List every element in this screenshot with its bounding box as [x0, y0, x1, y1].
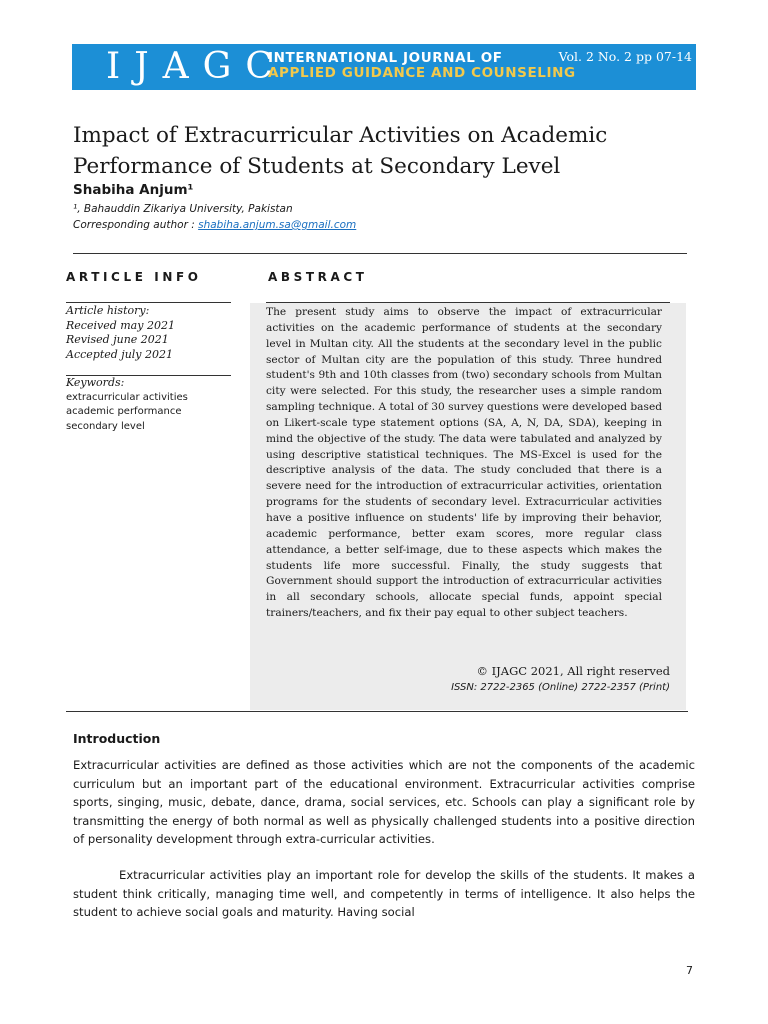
volume-info: Vol. 2 No. 2 pp 07-14 [558, 49, 692, 64]
abstract-heading: ABSTRACT [268, 270, 368, 284]
keyword-item: secondary level [66, 420, 145, 432]
copyright-notice: © IJAGC 2021, All right reserved [476, 664, 670, 678]
journal-name-line2: APPLIED GUIDANCE AND COUNSELING [268, 65, 576, 81]
page-number: 7 [686, 964, 693, 977]
abstract-text: The present study aims to observe the impact of extracurricular activities on the academic performance of students at the secondary level in Multan city. All the students at the secondary level in the public sector of Multan city are the population of this study. Three hundred student's 9th and 10th classes from (two) secondary schools from Multan city were selected. For this study, the researcher uses a simple random sampling technique. A total of 30 survey questions were developed based on Likert-scale type statement options (SA, A, N, DA, SDA), keeping in mind the objective of the study. The data were tabulated and analyzed by using descriptive statistical techniques. The MS-Excel is used for the descriptive analysis of the data. The study concluded that there is a severe need for the introduction of extracurricular activities, orientation programs for the students of secondary level. Extracurricular activities have a positive influence on students' life by improving their behavior, academic performance, better exam scores, more regular class attendance, a better self-image, due to these aspects which makes the students life more successful. Finally, the study suggests that Government should support the introduction of extracurricular activities in all secondary schools, allocate special funds, appoint special trainers/teachers, and fix their pay equal to other subject teachers. [266, 306, 662, 620]
issn-info: ISSN: 2722-2365 (Online) 2722-2357 (Print) [451, 682, 670, 693]
keywords-label: Keywords: [66, 376, 125, 389]
received-date: Received may 2021 [66, 318, 175, 332]
journal-name [268, 51, 576, 81]
keywords-block [66, 376, 188, 434]
article-history [66, 304, 175, 362]
author-affiliation: ¹, Bahauddin Zikariya University, Pakistan [73, 203, 293, 215]
accepted-date: Accepted july 2021 [66, 347, 174, 361]
article-info-divider [66, 302, 231, 303]
revised-date: Revised june 2021 [66, 333, 169, 346]
journal-name-line1: INTERNATIONAL JOURNAL OF [268, 50, 503, 66]
journal-logo: IJAGC [106, 46, 287, 87]
article-info-heading: ARTICLE INFO [66, 270, 202, 284]
introduction-paragraph: Extracurricular activities play an important role for develop the skills of the students. It makes a student think critically, managing time well, and competently in terms of intelligence. It also helps the student to achieve social goals and maturity. Having social [73, 868, 695, 920]
keyword-item: extracurricular activities [66, 391, 188, 403]
corresponding-email-link[interactable]: shabiha.anjum.sa@gmail.com [198, 219, 357, 231]
corresponding-author [73, 219, 356, 231]
keyword-item: academic performance [66, 406, 182, 417]
author-name: Shabiha Anjum¹ [73, 182, 194, 198]
journal-banner [72, 44, 696, 90]
title-divider [73, 253, 687, 254]
introduction-paragraph: Extracurricular activities are defined as those activities which are not the components of the academic curriculum but an important part of the educational environment. Extracurricular activities comprise sports, singing, music, debate, dance, drama, social services, etc. Schools can play a significant role by transmitting the energy of both normal as well as physically challenged students into a positive direction of personality development through extra-curricular activities. [73, 758, 695, 847]
abstract-bottom-divider [66, 711, 688, 712]
article-title: Impact of Extracurricular Activities on Academic Performance of Students at Secondary Level [73, 123, 608, 179]
introduction-heading: Introduction [73, 731, 161, 746]
corresponding-label: Corresponding author : [73, 219, 199, 231]
history-label: Article history: [66, 304, 150, 317]
